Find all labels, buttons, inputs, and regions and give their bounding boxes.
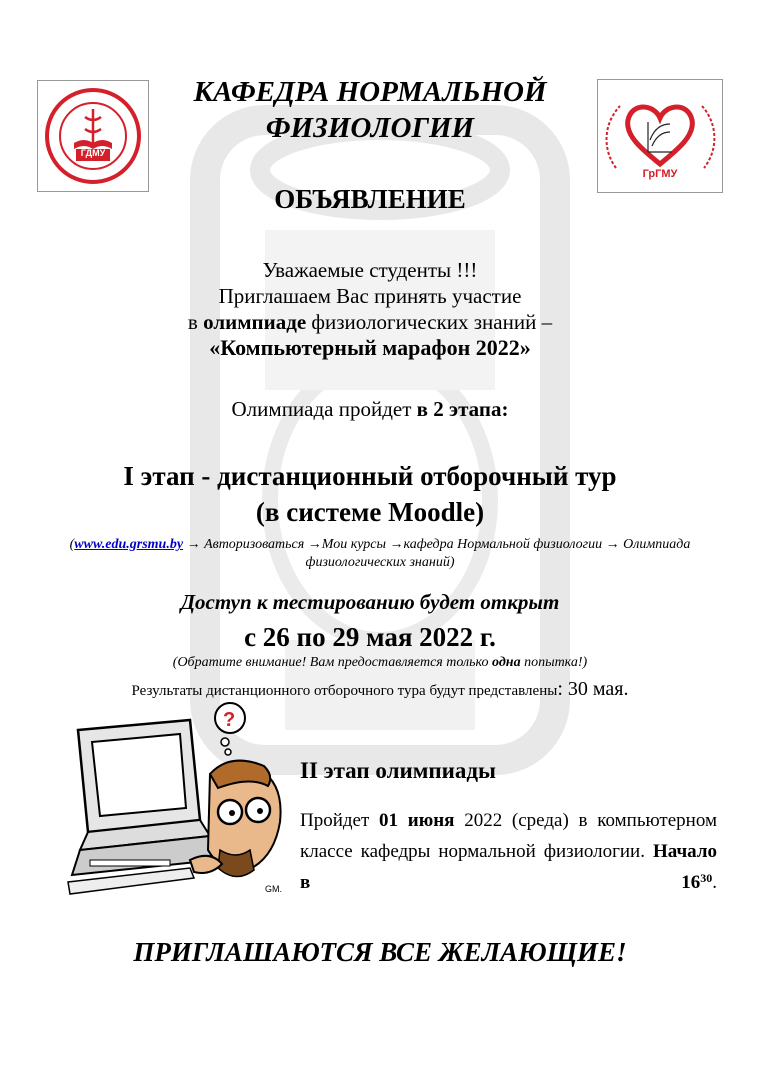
stage2-text-2: 2022 (среда) в компьютерном классе кафедры нормальной физиологии. [300, 810, 717, 862]
announcement-heading: ОБЪЯВЛЕНИЕ [274, 184, 466, 214]
department-title-line2: ФИЗИОЛОГИИ [265, 112, 475, 144]
access-notice: Доступ к тестированию будет открыт [180, 590, 560, 614]
stage2-start-time: Начало в 16 [300, 841, 717, 893]
invitation-footer: ПРИГЛАШАЮТСЯ ВСЕ ЖЕЛАЮЩИЕ! [133, 937, 627, 967]
computer-cartoon-illustration [60, 700, 290, 900]
results-colon: : [557, 678, 563, 700]
university-logo-abbr: ГДМУ [80, 148, 106, 158]
testing-dates: с 26 по 29 мая 2022 г. [244, 622, 496, 652]
greeting-line3 [90, 309, 650, 335]
event-name: «Компьютерный марафон 2022» [209, 335, 531, 360]
results-text: Результаты дистанционного отборочного тура будут представлены [131, 683, 558, 699]
university-logo [37, 80, 149, 192]
attempt-note [40, 655, 720, 671]
greeting-line3-pre: в [187, 310, 204, 334]
stage1-system: (в системе Moodle) [255, 497, 485, 527]
attempt-note-post: попытка!) [520, 655, 588, 670]
stages-count: в 2 этапа: [416, 397, 509, 421]
stage2-details [300, 805, 717, 898]
department-logo-abbr: ГрГМУ [642, 168, 678, 180]
stage1-title: I этап - дистанционный отборочный тур [123, 461, 617, 491]
question-mark-icon: ? [223, 709, 236, 731]
navigation-path [40, 536, 720, 572]
path-steps: → Авторизоваться →Мои курсы →кафедра Нормальной физиологии → Олимпиада физиологических знаний) [183, 537, 691, 570]
stage2-start-minutes: 30 [700, 871, 713, 885]
stage2-end-period: . [712, 872, 717, 893]
department-title [160, 74, 580, 146]
stage2-title: II этап олимпиады [300, 758, 496, 783]
moodle-link[interactable]: www.edu.grsmu.by [74, 537, 184, 552]
stage2-text-1: Пройдет [300, 810, 380, 831]
stages-intro-text: Олимпиада пройдет [231, 397, 417, 421]
results-notice [40, 678, 720, 701]
department-title-line1: КАФЕДРА НОРМАЛЬНОЙ [193, 76, 547, 108]
results-date: 30 мая. [562, 678, 629, 700]
attempt-note-pre: (Обратите внимание! Вам предоставляется только [172, 655, 493, 670]
greeting-line1: Уважаемые студенты !!! [262, 258, 478, 282]
path-open-paren: ( [69, 537, 75, 552]
artist-signature: GM. [265, 884, 282, 894]
attempt-count: одна [492, 655, 521, 670]
greeting-block [90, 257, 650, 361]
stages-intro [90, 397, 650, 422]
olympiad-word: олимпиаде [203, 310, 307, 334]
department-logo [597, 79, 723, 193]
stage1-heading [60, 458, 680, 530]
stage2-date: 01 июня [379, 810, 455, 831]
greeting-line2: Приглашаем Вас принять участие [218, 284, 522, 308]
greeting-line3-post: физиологических знаний – [306, 310, 553, 334]
